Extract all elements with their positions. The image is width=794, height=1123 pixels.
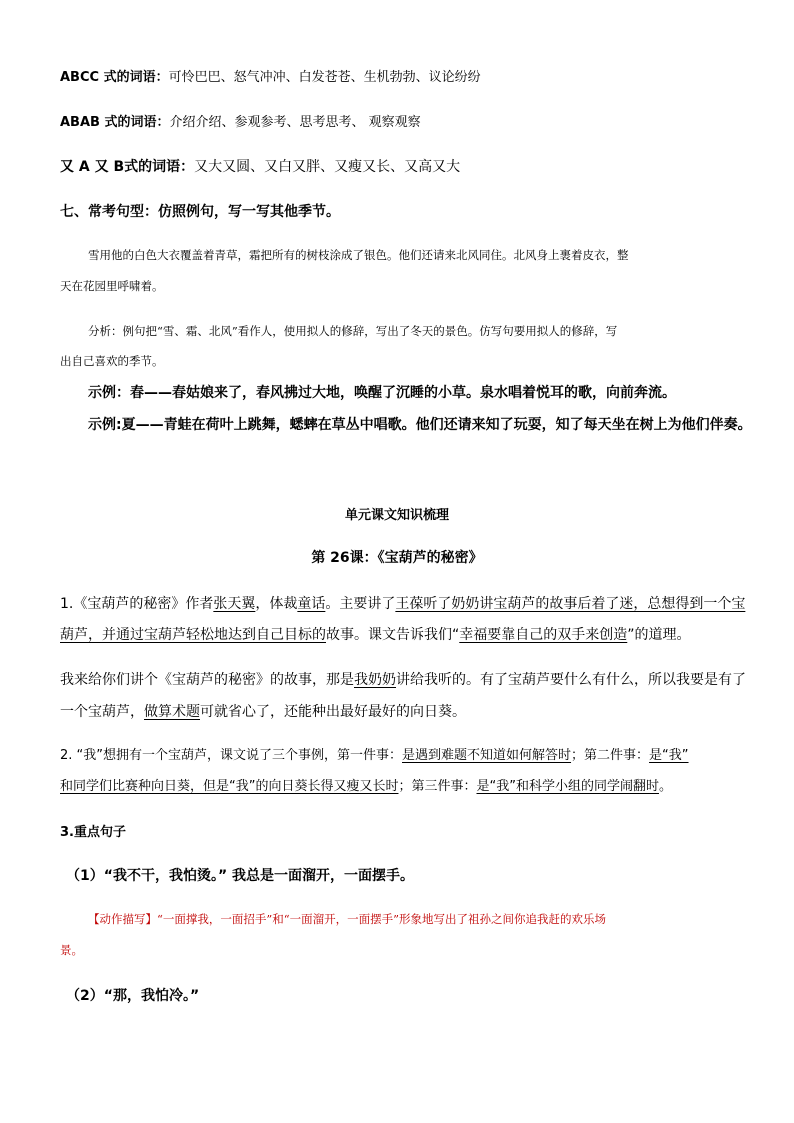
vocab-yab	[60, 159, 460, 176]
intro-text: 一个宝葫芦，	[60, 704, 144, 720]
unit-title: 单元课文知识梳理	[344, 508, 449, 523]
lesson-summary-line-1	[60, 596, 745, 613]
intro-text: 讲给我听的。有了宝葫芦要什么有什么，所以我要是有了	[396, 672, 746, 688]
vocab-abab-label: ABAB 式的词语：	[60, 115, 170, 130]
intro-text: 我来给你们讲个《宝葫芦的秘密》的故事，那是	[60, 672, 354, 688]
section-seven-heading: 七、常考句型：仿照例句，写一写其他季节。	[60, 204, 340, 220]
action-description-note-line-2: 景。	[60, 943, 83, 957]
example-sentence-line-1: 雪用他的白色大衣覆盖着青草，霜把所有的树枝涂成了银色。他们还请来北风同住。北风身上裹着皮衣，整	[88, 248, 629, 262]
story-intro-line-1	[60, 672, 746, 689]
key-sentence-two: （2）“那，我怕冷。”	[66, 988, 200, 1004]
intro-text: 可就省心了，还能种出最好最好的向日葵。	[200, 704, 466, 720]
sample-summer: 示例:夏——青蛙在荷叶上跳舞，蟋蟀在草丛中唱歌。他们还请来知了玩耍，知了每天坐在树上为他们伴奏。	[88, 417, 752, 433]
vocab-abcc	[60, 70, 481, 86]
vocab-abab	[60, 115, 421, 131]
three-events-line-1	[60, 748, 689, 764]
storyteller-answer: 我奶奶	[354, 672, 396, 688]
event-two-answer: 是“我”	[649, 748, 689, 763]
action-description-note-line-1: 【动作描写】“一面撑我，一面招手”和“一面溜开，一面摆手”形象地写出了祖孙之间你追我赶的欢乐场	[88, 912, 607, 926]
events-text: ；第三件事：	[398, 779, 477, 794]
key-sentence-one: （1）“我不干，我怕烫。” 我总是一面溜开，一面摆手。	[66, 868, 415, 884]
lesson-moral-answer: 幸福要靠自己的双手来创造	[459, 627, 628, 643]
story-answer: 王葆听了奶奶讲宝葫芦的故事后着了迷，总想得到一个宝	[395, 596, 746, 612]
example-sentence-line-2: 天在花园里呼啸着。	[60, 279, 164, 293]
events-text: 。	[658, 779, 672, 794]
vocab-yab-words: 又大又圆、又白又胖、又瘦又长、又高又大	[194, 159, 461, 175]
key-sentences-heading: 3.重点句子	[60, 825, 126, 840]
vocab-abcc-words: 可怜巴巴、怒气冲冲、白发苍苍、生机勃勃、议论纷纷	[168, 70, 481, 85]
event-three-answer: 是“我”和科学小组的同学闹翻时	[476, 779, 659, 794]
summary-text: 1.《宝葫芦的秘密》作者	[60, 596, 214, 612]
three-events-line-2	[60, 779, 672, 795]
author-answer: 张天翼	[213, 596, 256, 612]
events-text: 2. “我”想拥有一个宝葫芦，课文说了三个事例，第一件事：	[60, 748, 403, 763]
events-text: ；第二件事：	[571, 748, 650, 763]
lesson-title: 第 26课：《宝葫芦的秘密》	[311, 550, 483, 566]
vocab-yab-label: 又 A 又 B式的词语：	[60, 159, 195, 175]
summary-text: 故事。课文告诉我们“	[326, 627, 460, 643]
event-two-answer: 和同学们比赛种向日葵，但是“我”的向日葵长得又瘦又长时	[60, 779, 399, 794]
analysis-line-2: 出自己喜欢的季节。	[60, 354, 164, 368]
summary-text: ，体裁	[255, 596, 298, 612]
analysis-line-1: 分析：例句把“雪、霜、北风”看作人，使用拟人的修辞，写出了冬天的景色。仿写句要用拟人的修辞，写	[88, 324, 618, 338]
genre-answer: 童话	[297, 596, 326, 612]
lesson-summary-line-2	[60, 627, 691, 644]
math-answer: 做算术题	[144, 704, 200, 720]
event-one-answer: 是遇到难题不知道如何解答时	[402, 748, 572, 763]
vocab-abab-words: 介绍介绍、参观参考、思考思考、 观察观察	[169, 115, 421, 130]
sample-spring: 示例：春——春姑娘来了，春风拂过大地，唤醒了沉睡的小草。泉水唱着悦耳的歌，向前奔流。	[88, 385, 676, 401]
story-intro-line-2	[60, 704, 466, 721]
summary-text: ”的道理。	[627, 627, 691, 643]
story-answer: 葫芦，并通过宝葫芦轻松地达到自己目标的	[60, 627, 326, 643]
summary-text: 。主要讲了	[325, 596, 396, 612]
vocab-abcc-label: ABCC 式的词语：	[60, 70, 169, 85]
